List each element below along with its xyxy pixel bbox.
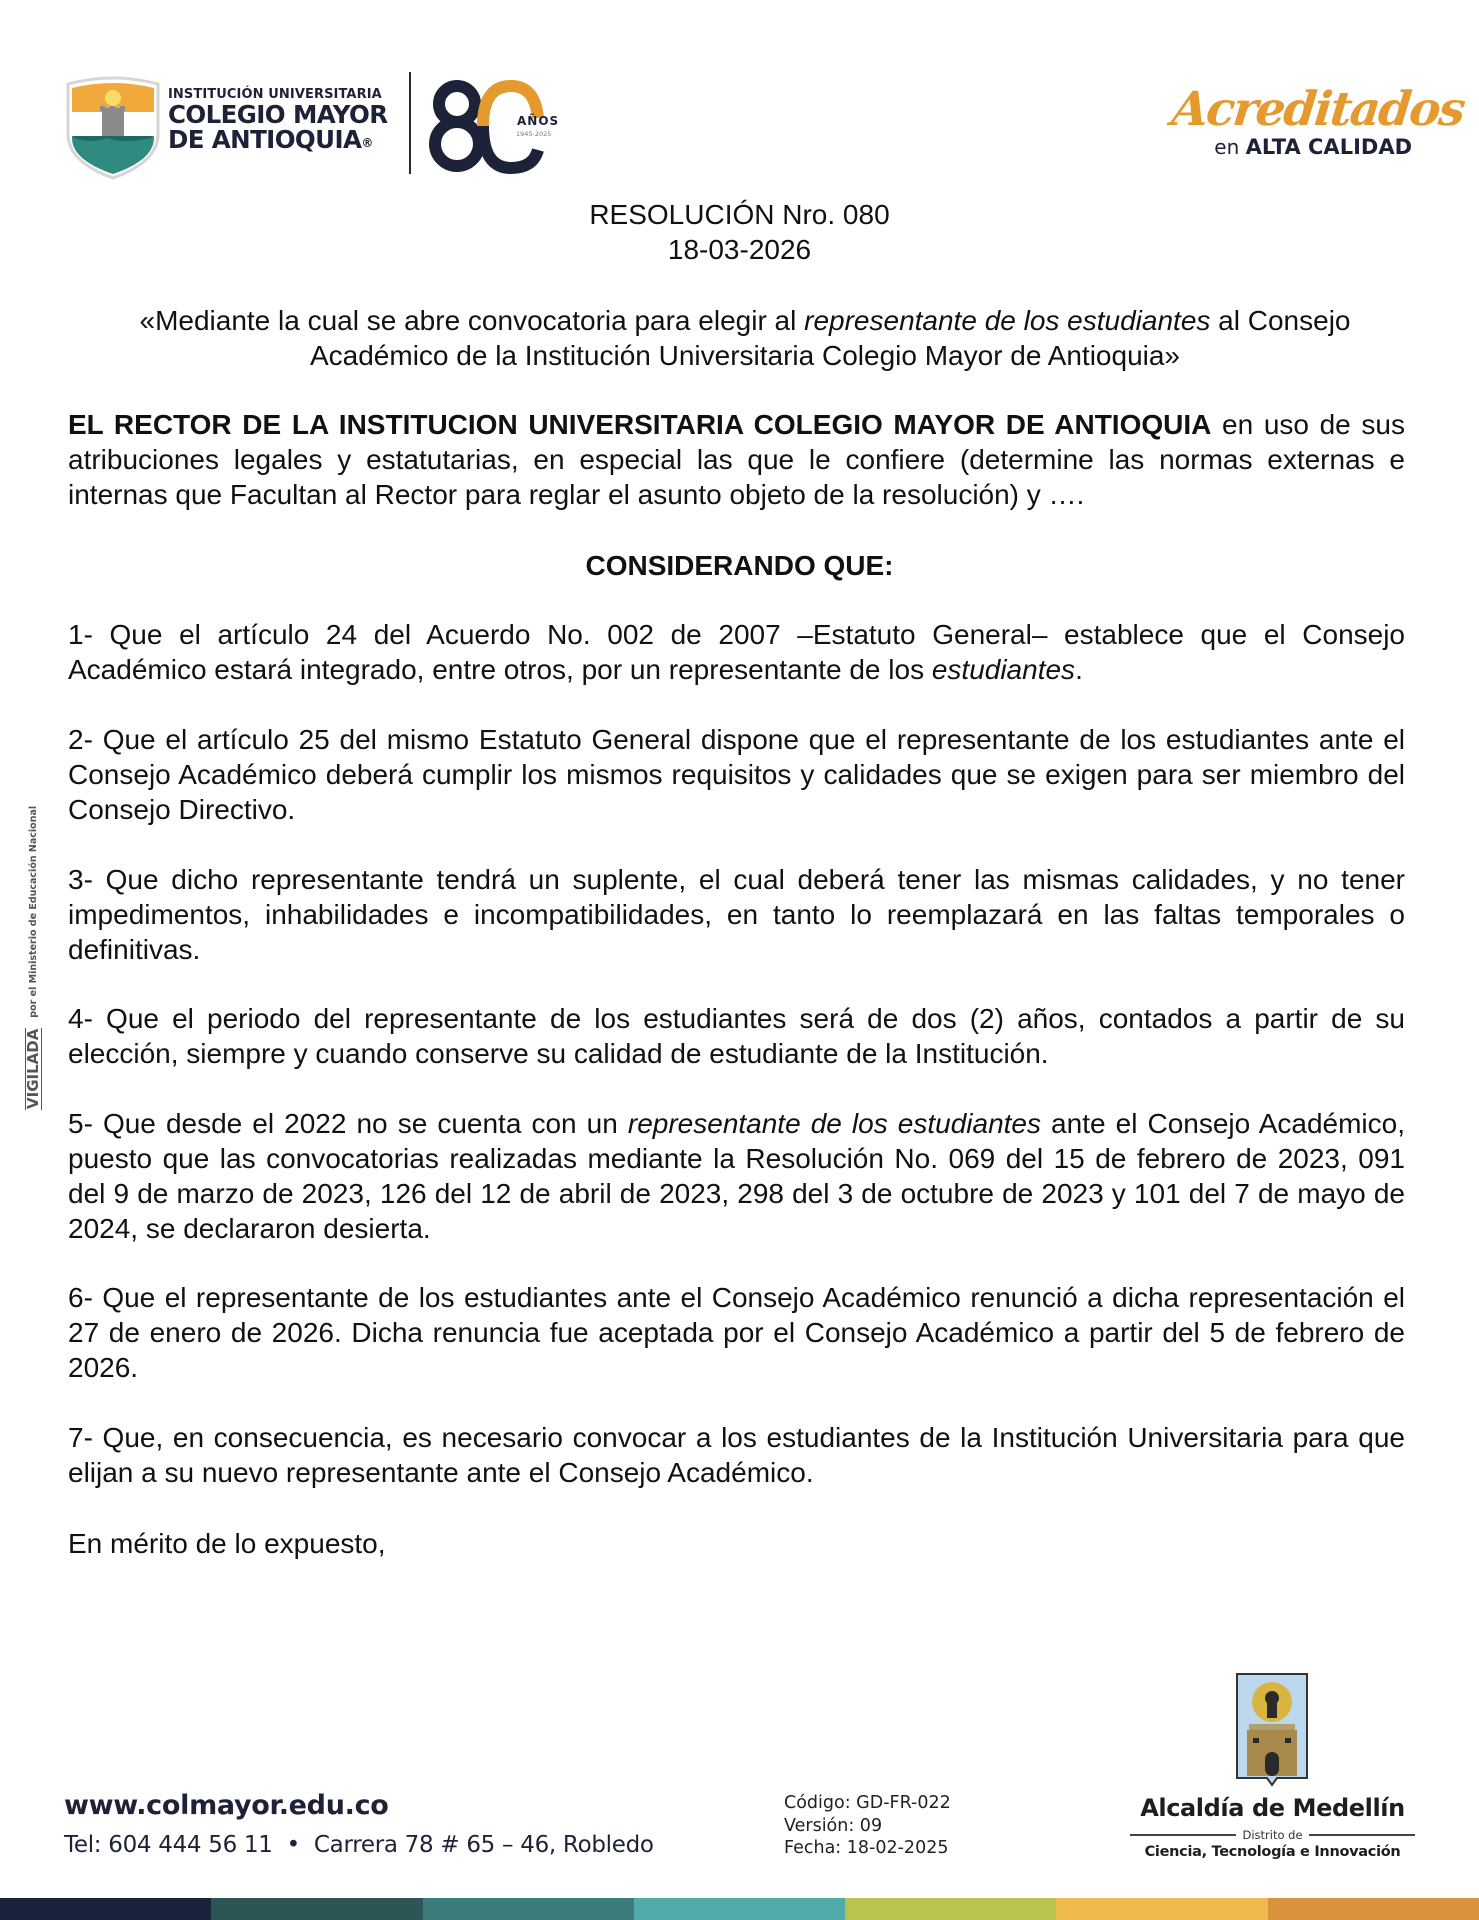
alcaldia-subtitle: Ciencia, Tecnología e Innovación	[1144, 1844, 1401, 1860]
footer-color-band	[0, 1898, 1479, 1920]
anniversary-label: AÑOS	[517, 114, 560, 128]
band-segment	[1268, 1898, 1479, 1920]
document-code: Código: GD-FR-022	[784, 1793, 951, 1813]
website-link[interactable]: www.colmayor.edu.co	[64, 1790, 389, 1821]
vigilada-small: por el Ministerio de Educación Nacional	[27, 805, 39, 1018]
considerando-item-7: 7- Que, en consecuencia, es necesario convocar a los estudiantes de la Institución Universitaria para que elijan a su nuevo representante ante el Consejo Académico.	[68, 1422, 1405, 1488]
rector-bold: EL RECTOR DE LA INSTITUCION UNIVERSITARIA COLEGIO MAYOR DE ANTIOQUIA	[68, 409, 1212, 440]
document-codes	[784, 1792, 951, 1860]
item-5-before: 5- Que desde el 2022 no se cuenta con un	[68, 1108, 628, 1139]
district-line-right	[1309, 1834, 1415, 1836]
considerando-item-3: 3- Que dicho representante tendrá un suplente, el cual deberá tener las mismas calidades, y no tener impedimentos, inhabilidades e incompatibilidades, en tanto lo reemplazará en las faltas temporales o definitivas.	[68, 864, 1405, 965]
registered-mark: ®	[361, 135, 373, 150]
document-date: Fecha: 18-02-2025	[784, 1838, 949, 1858]
vigilada-big: VIGILADA	[23, 1028, 42, 1109]
subtitle-italic: representante de los estudiantes	[804, 305, 1211, 336]
item-1-before: 1- Que el artículo 24 del Acuerdo No. 002 de 2007 –Estatuto General– establece que el Consejo Académico estará integrado, entre otros, por un representante de los	[68, 619, 1405, 685]
document-version: Versión: 09	[784, 1815, 883, 1836]
item-5-italic: representante de los estudiantes	[627, 1108, 1041, 1139]
considerando-item-4: 4- Que el periodo del representante de los estudiantes será de dos (2) años, contados a partir de su elección, siempre y cuando conserve su calidad de estudiante de la Institución.	[68, 1003, 1405, 1069]
closing-line: En mérito de lo expuesto,	[68, 1528, 386, 1559]
district-text: Distrito de	[1242, 1828, 1303, 1842]
band-segment	[211, 1898, 422, 1920]
resolution-subtitle	[95, 303, 1395, 373]
accreditation-prefix: en	[1214, 135, 1240, 159]
anniversary-logo	[425, 78, 565, 174]
institution-name	[168, 88, 388, 152]
accreditation-subtitle	[1172, 135, 1412, 159]
accreditation-script: Acreditados	[1169, 82, 1467, 137]
considerando-item-5	[68, 1106, 1405, 1246]
contact-info: Tel: 604 444 56 11 • Carrera 78 # 65 – 46, Robledo	[64, 1832, 654, 1858]
institution-name-line3-text: DE ANTIOQUIA	[168, 124, 362, 154]
vigilada-label	[14, 805, 44, 1112]
rector-rest: en uso de sus atribuciones legales y estatutarias, en especial las que le confiere (determine las normas externas e internas que Facultan al Rector para reglar el asunto objeto de la resolución) y ….	[68, 409, 1405, 510]
rector-paragraph	[68, 407, 1405, 512]
accreditation-logo	[1169, 82, 1467, 166]
band-segment	[0, 1898, 211, 1920]
institution-name-line3	[168, 124, 388, 154]
item-1-italic: estudiantes	[931, 654, 1076, 685]
institution-name-line1: INSTITUCIÓN UNIVERSITARIA	[168, 87, 382, 102]
subtitle-after: al Consejo Académico de la Institución Universitaria Colegio Mayor de Antioquia»	[309, 305, 1351, 371]
considerando-item-2: 2- Que el artículo 25 del mismo Estatuto General dispone que el representante de los estudiantes ante el Consejo Académico deberá cumplir los mismos requisitos y calidades que se exigen para ser miembro del Consejo Directivo.	[68, 724, 1405, 825]
band-segment	[423, 1898, 634, 1920]
band-segment	[1056, 1898, 1267, 1920]
institution-logo	[62, 70, 462, 182]
band-segment	[634, 1898, 845, 1920]
band-segment	[845, 1898, 1056, 1920]
alcaldia-district	[1130, 1828, 1415, 1842]
item-5-after: ante el Consejo Académico, puesto que las convocatorias realizadas mediante la Resolución No. 069 del 15 de febrero de 2023, 091 del 9 de marzo de 2023, 126 del 12 de abril de 2023, 298 del 3 de octubre de 2023 y 101 del 7 de mayo de 2024, se declararon desierta.	[68, 1108, 1406, 1244]
subtitle-before: «Mediante la cual se abre convocatoria para elegir al	[139, 305, 805, 336]
institution-name-line2: COLEGIO MAYOR	[168, 100, 388, 129]
institution-shield-icon	[62, 74, 164, 180]
item-1-after: .	[1075, 654, 1083, 685]
considerando-item-6: 6- Que el representante de los estudiantes ante el Consejo Académico renunció a dicha representación el 27 de enero de 2026. Dicha renuncia fue aceptada por el Consejo Académico a partir del 5 de febrero de 2026.	[68, 1282, 1405, 1383]
considerando-item-1	[68, 617, 1405, 687]
considerando-heading: CONSIDERANDO QUE:	[585, 550, 894, 581]
accreditation-bold: ALTA CALIDAD	[1245, 135, 1412, 159]
alcaldia-logo	[1130, 1672, 1415, 1872]
district-line-left	[1130, 1834, 1236, 1836]
medellin-coat-of-arms-icon	[1235, 1672, 1309, 1788]
anniversary-years: 1945-2025	[516, 130, 552, 138]
logo-divider	[409, 72, 411, 174]
alcaldia-title: Alcaldía de Medellín	[1140, 1794, 1405, 1822]
resolution-title: RESOLUCIÓN Nro. 080	[589, 199, 890, 230]
resolution-date: 18-03-2026	[667, 234, 812, 265]
